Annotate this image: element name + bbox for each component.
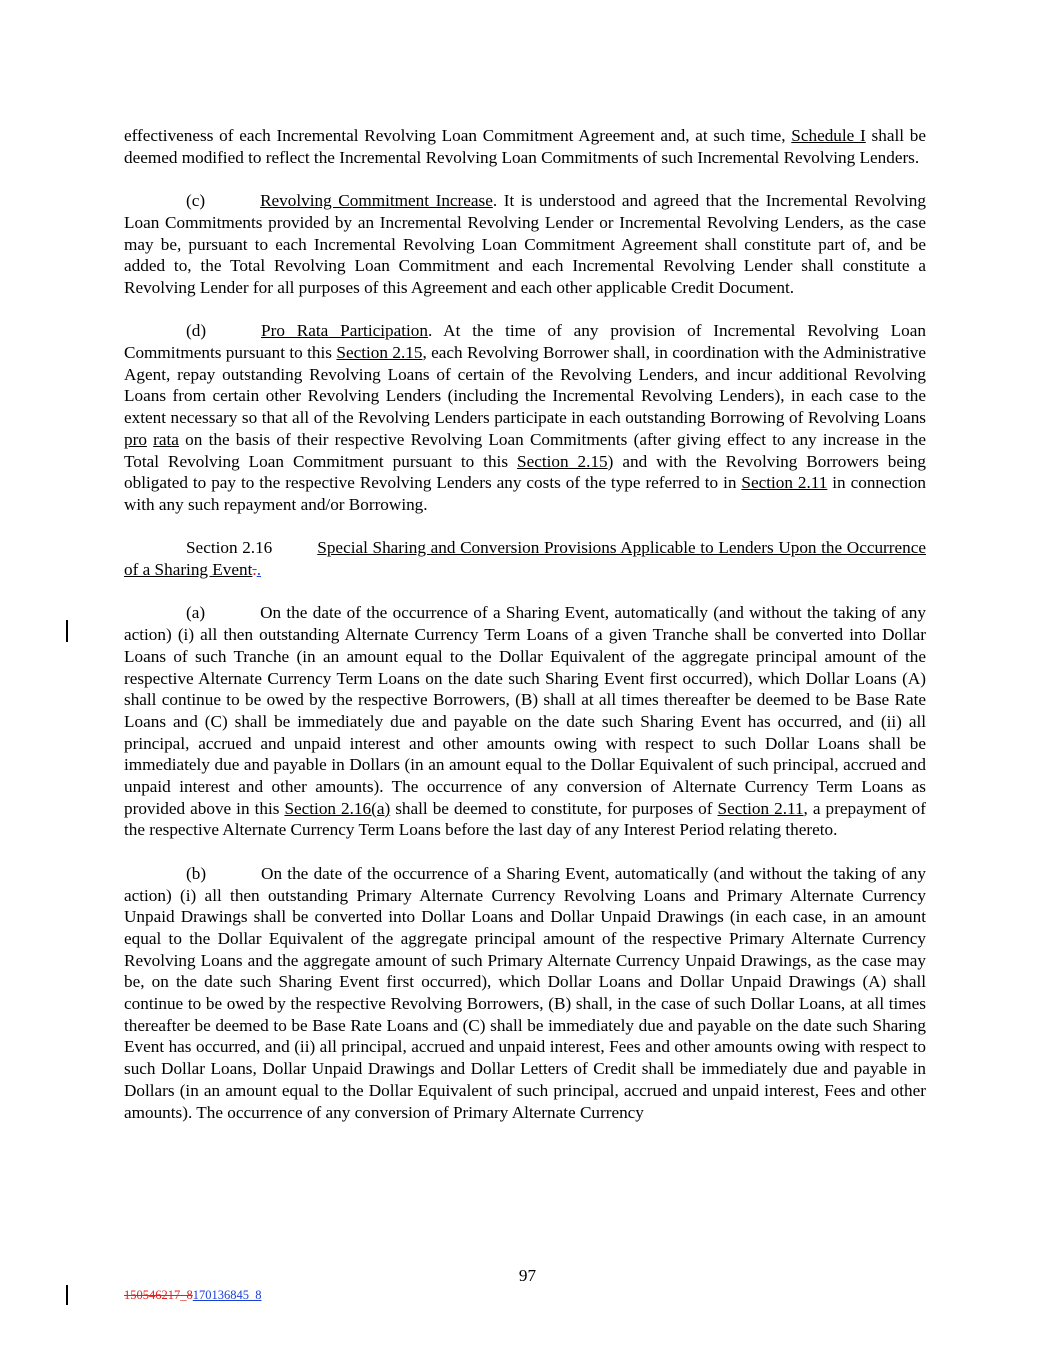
- paragraph-body: ) and with the Revolving Borrowers being obligated to pay to the respective Revolving Lenders any costs of the type referred to in: [124, 451, 926, 493]
- deleted-docid: 150546217_8: [124, 1288, 193, 1302]
- paragraph-b: [124, 863, 926, 1123]
- section-reference: Section 2.11: [741, 473, 828, 493]
- document-body: [124, 125, 926, 1145]
- intro-paragraph: [124, 125, 926, 168]
- paragraph-label: (a): [186, 603, 206, 623]
- section-reference: Section 2.15: [336, 343, 423, 362]
- section-heading-2-16: [124, 537, 926, 580]
- latin-term: pro: [124, 429, 147, 449]
- section-reference: Section 2.11: [717, 798, 804, 818]
- schedule-reference: Schedule I: [791, 126, 866, 145]
- intro-text: effectiveness of each Incremental Revolving Loan Commitment Agreement and, at such time,: [124, 126, 792, 145]
- paragraph-label: (c): [186, 191, 206, 211]
- paragraph-d: [124, 320, 926, 515]
- section-reference: Section 2.15: [517, 451, 608, 471]
- deleted-text: .: [252, 560, 257, 580]
- paragraph-c: [124, 190, 926, 299]
- inserted-text: .: [256, 560, 261, 580]
- intro-text-end: shall be deemed modified to reflect the Incremental Revolving Loan Commitments of such Incremental Revolving Lenders.: [124, 126, 927, 167]
- change-bar-section-heading: [66, 620, 68, 642]
- paragraph-body: , each Revolving Borrower shall, in coordination with the Administrative Agent, repay outstanding Revolving Loans of certain of the Revolving Lenders, and incur additional Revolving Loans from certain other Revolving Lenders (including the Incremental Revolving Lenders), in each case to the extent necessary so that all of the Revolving Lenders participate in each outstanding Borrowing of Revolving Loans: [124, 343, 927, 428]
- section-title: Special Sharing and Conversion Provisions Applicable to Lenders Upon the Occurrence of a Sharing Event: [124, 538, 926, 580]
- inserted-docid: 170136845_8: [192, 1288, 262, 1302]
- paragraph-body: shall be deemed to constitute, for purposes of: [390, 798, 718, 818]
- document-id: [124, 1288, 262, 1303]
- paragraph-a: [124, 602, 926, 841]
- paragraph-body: . It is understood and agreed that the Incremental Revolving Loan Commitments provided by an Incremental Revolving Lender or Incremental Revolving Lenders, as the case may be, pursuant to each Incremental Revolving Loan Commitment Agreement shall constitute part of, and be added to, the Total Revolving Loan Commitment and each Incremental Revolving Lender shall constitute a Revolving Lender for all purposes of this Agreement and each other applicable Credit Document.: [124, 191, 926, 297]
- paragraph-body: On the date of the occurrence of a Sharing Event, automatically (and without the taking of any action) (i) all then outstanding Alternate Currency Term Loans of a given Tranche shall be converted into Dollar Loans of such Tranche (in an amount equal to the Dollar Equivalent of the aggregate principal amount of the respective Alternate Currency Term Loans on the date such Sharing Event first occurred), which Dollar Loans (A) shall continue to be owed by the respective Borrowers, (B) shall at all times thereafter be deemed to be Base Rate Loans and (C) shall be immediately due and payable on the date such Sharing Event has occurred, and (ii) all principal, accrued and unpaid interest and other amounts owing with respect to such Dollar Loans shall be immediately due and payable in Dollars (in an amount equal to the Dollar Equivalent of such principal, accrued and unpaid interest and other amounts). The occurrence of any conversion of Alternate Currency Term Loans as provided above in this: [124, 603, 926, 818]
- section-reference: Section 2.16(a): [284, 798, 391, 818]
- paragraph-body: , a prepayment of the respective Alternate Currency Term Loans before the last day of any Interest Period relating thereto.: [124, 798, 926, 840]
- paragraph-heading: Pro Rata Participation: [261, 321, 428, 341]
- paragraph-heading: Revolving Commitment Increase: [260, 191, 493, 211]
- latin-term: rata: [153, 429, 179, 449]
- paragraph-body: on the basis of their respective Revolving Loan Commitments (after giving effect to any increase in the Total Revolving Loan Commitment pursuant to this: [124, 429, 927, 471]
- paragraph-label: (d): [186, 321, 207, 341]
- paragraph-body: in connection with any such repayment and/or Borrowing.: [124, 473, 926, 514]
- paragraph-body: On the date of the occurrence of a Sharing Event, automatically (and without the taking of any action) (i) all then outstanding Primary Alternate Currency Revolving Loans and Primary Alternate Currency Unpaid Drawings shall be converted into Dollar Loans and Dollar Unpaid Drawings (in each case, in an amount equal to the Dollar Equivalent of the aggregate principal amount of the respective Primary Alternate Currency Revolving Loans and the aggregate amount of such Primary Alternate Currency Unpaid Drawings, as the case may be, on the date such Sharing Event first occurred), which Dollar Loans and Dollar Unpaid Drawings (A) shall continue to be owed by the respective Revolving Borrowers, (B) shall, in the case of such Dollar Loans, at all times thereafter be deemed to be Base Rate Loans and (C) shall be immediately due and payable on the date such Sharing Event has occurred, and (ii) all principal, accrued and unpaid interest, Fees and other amounts owing with respect to such Dollar Loans, Dollar Unpaid Drawings and Dollar Letters of Credit shall be immediately due and payable in Dollars (in an amount equal to the Dollar Equivalent of such principal, accrued and unpaid interest, Fees and other amounts). The occurrence of any conversion of Primary Alternate Currency: [124, 863, 926, 1122]
- page-number: 97: [518, 1266, 537, 1285]
- paragraph-body: . At the time of any provision of Incremental Revolving Loan Commitments pursuant to this: [124, 321, 926, 362]
- change-bar-footer: [66, 1285, 68, 1305]
- paragraph-label: (b): [186, 863, 207, 883]
- section-number: Section 2.16: [186, 538, 273, 558]
